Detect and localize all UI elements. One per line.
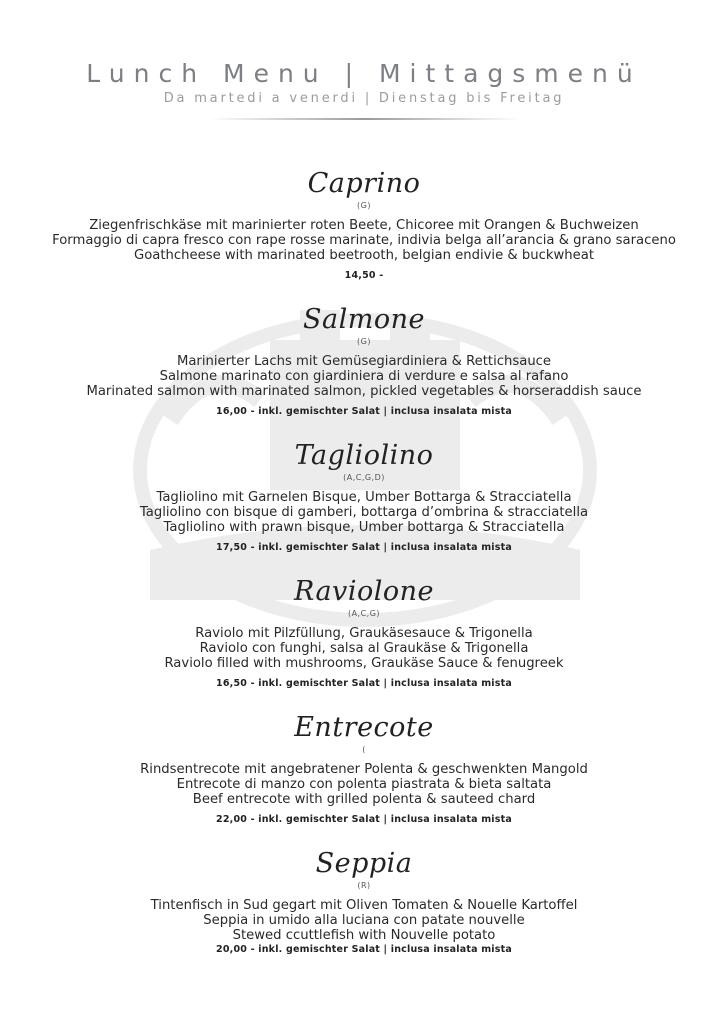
dish-description-it: Raviolo con funghi, salsa al Graukäse & Trigonella: [199, 641, 529, 656]
dish-seppia: [0, 848, 728, 957]
dish-allergens: (: [362, 745, 366, 754]
dish-description-de: Rindsentrecote mit angebratener Polenta & geschwenkten Mangold: [140, 762, 588, 777]
dish-allergens: (A,C,G,D): [343, 473, 385, 482]
dish-description-de: Ziegenfrischkäse mit marinierter roten Beete, Chicoree mit Orangen & Buchweizen: [89, 218, 639, 233]
header-divider: [210, 118, 520, 120]
dish-allergens: (A,C,G): [347, 609, 381, 618]
dish-allergens: (G): [357, 201, 371, 210]
dish-name: Entrecote: [294, 712, 434, 743]
dish-price: 20,00 - inkl. gemischter Salat | inclusa insalata mista: [216, 944, 512, 955]
dish-description-en: Beef entrecote with grilled polenta & sauteed chard: [192, 792, 536, 807]
dish-price: 14,50 -: [344, 270, 384, 281]
menu-header: [0, 58, 728, 107]
dish-description-en: Goathcheese with marinated beetrooth, belgian endivie & buckwheat: [133, 248, 595, 263]
dish-description-en: Marinated salmon with marinated salmon, pickled vegetables & horseraddish sauce: [86, 384, 642, 399]
dish-description-de: Tintenfisch in Sud gegart mit Oliven Tomaten & Nouelle Kartoffel: [150, 898, 578, 913]
dish-name: Seppia: [315, 848, 413, 879]
dish-description-de: Tagliolino mit Garnelen Bisque, Umber Bottarga & Stracciatella: [156, 490, 572, 505]
dish-tagliolino: [0, 440, 728, 555]
dish-name: Tagliolino: [294, 440, 434, 471]
dish-description-it: Tagliolino con bisque di gamberi, bottarga d’ombrina & stracciatella: [139, 505, 589, 520]
dish-raviolone: [0, 576, 728, 691]
dish-salmone: [0, 304, 728, 419]
menu-subtitle: Da martedi a venerdi | Dienstag bis Freitag: [163, 91, 565, 106]
dish-allergens: (G): [357, 337, 371, 346]
dish-description-en: Tagliolino with prawn bisque, Umber bottarga & Stracciatella: [163, 520, 565, 535]
dish-name: Caprino: [307, 168, 421, 199]
dish-description-it: Seppia in umido alla luciana con patate nouvelle: [203, 913, 525, 928]
dish-price: 22,00 - inkl. gemischter Salat | inclusa insalata mista: [216, 814, 512, 825]
dish-description-it: Entrecote di manzo con polenta piastrata & bieta saltata: [176, 777, 552, 792]
dish-price: 16,00 - inkl. gemischter Salat | inclusa insalata mista: [216, 406, 512, 417]
dish-description-en: Raviolo filled with mushrooms, Graukäse Sauce & fenugreek: [164, 656, 564, 671]
dish-description-en: Stewed ccuttlefish with Nouvelle potato: [232, 928, 496, 943]
dish-description-de: Marinierter Lachs mit Gemüsegiardiniera & Rettichsauce: [176, 354, 552, 369]
dish-description-de: Raviolo mit Pilzfüllung, Graukäsesauce & Trigonella: [195, 626, 533, 641]
dish-description-it: Salmone marinato con giardiniera di verdure e salsa al rafano: [159, 369, 569, 384]
dish-description-it: Formaggio di capra fresco con rape rosse marinate, indivia belga all’arancia & grano saraceno: [52, 233, 676, 248]
menu-title: Lunch Menu | Mittagsmenü: [86, 59, 642, 88]
dish-name: Salmone: [303, 304, 425, 335]
dish-price: 16,50 - inkl. gemischter Salat | inclusa insalata mista: [216, 678, 512, 689]
dish-name: Raviolone: [294, 576, 434, 607]
dish-caprino: [0, 168, 728, 283]
dish-entrecote: [0, 712, 728, 827]
dish-price: 17,50 - inkl. gemischter Salat | inclusa insalata mista: [216, 542, 512, 553]
dish-allergens: (R): [357, 881, 371, 890]
